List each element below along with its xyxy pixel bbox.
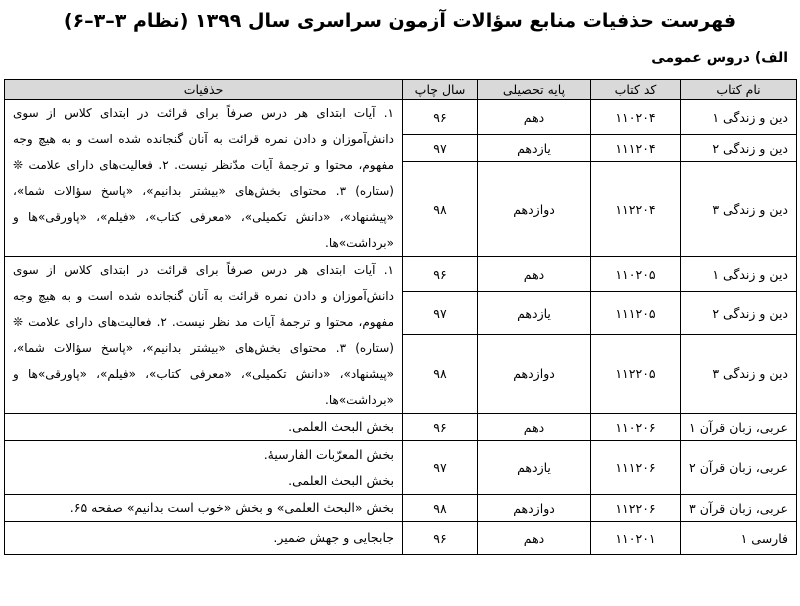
header-book-name: نام کتاب — [681, 80, 797, 100]
book-code-cell: ۱۱۰۲۰۱ — [591, 522, 681, 555]
book-name-cell: دین و زندگی ۲ — [681, 135, 797, 162]
grade-cell: دوازدهم — [478, 495, 591, 522]
deletion-line: بخش البحث العلمی. — [288, 419, 394, 434]
print-year-cell: ۹۷ — [403, 441, 478, 495]
deletions-cell — [5, 414, 403, 441]
table-row — [5, 414, 797, 441]
table-row — [5, 441, 797, 495]
deletions-table — [4, 79, 797, 555]
deletions-cell — [5, 495, 403, 522]
grade-cell: یازدهم — [478, 292, 591, 335]
deletions-cell: ۱. آیات ابتدای هر درس صرفاً برای قرائت در ابتدای کلاس از سوی دانش‌آموزان و دادن نمره قرائت به آنان گنجانده شده است و به هیچ وجه مفهوم، محتوا و ترجمهٔ آیات مد نظر نیست. ۲. فعالیت‌های دارای علامت ❊ (ستاره) ۳. محتوای بخش‌های «بیشتر بدانیم»، «پاسخ سؤالات شما»، «پیشنهاد»، «دانش تکمیلی»، «معرفی کتاب»، «فیلم»، «پاورقی»ها و «برداشت»ها. — [5, 257, 403, 414]
book-name-cell: عربی، زبان قرآن ۳ — [681, 495, 797, 522]
print-year-cell: ۹۸ — [403, 162, 478, 257]
book-name-cell: دین و زندگی ۳ — [681, 162, 797, 257]
header-book-code: کد کتاب — [591, 80, 681, 100]
grade-cell: دهم — [478, 100, 591, 135]
header-print-year: سال چاپ — [403, 80, 478, 100]
table-row — [5, 100, 797, 135]
deletion-line: جابجایی و جهش ضمیر. — [273, 530, 394, 545]
book-code-cell: ۱۱۱۲۰۵ — [591, 292, 681, 335]
print-year-cell: ۹۸ — [403, 334, 478, 413]
book-code-cell: ۱۱۰۲۰۴ — [591, 100, 681, 135]
book-name-cell: عربی، زبان قرآن ۲ — [681, 441, 797, 495]
book-code-cell: ۱۱۱۲۰۶ — [591, 441, 681, 495]
page-title: فهرست حذفیات منابع سؤالات آزمون سراسری سال ۱۳۹۹ (نظام ۳–۳–۶) — [63, 10, 737, 32]
grade-cell: دهم — [478, 414, 591, 441]
book-name-cell: دین و زندگی ۳ — [681, 334, 797, 413]
book-code-cell: ۱۱۰۲۰۶ — [591, 414, 681, 441]
grade-cell: دوازدهم — [478, 162, 591, 257]
table-header-row — [5, 80, 797, 100]
deletions-cell: ۱. آیات ابتدای هر درس صرفاً برای قرائت در ابتدای کلاس از سوی دانش‌آموزان و دادن نمره قرائت به آنان گنجانده شده است و به هیچ وجه مفهوم، محتوا و ترجمهٔ آیات مدّنظر نیست. ۲. فعالیت‌های دارای علامت ❊ (ستاره) ۳. محتوای بخش‌های «بیشتر بدانیم»، «پاسخ سؤالات شما»، «پیشنهاد»، «دانش تکمیلی»، «معرفی کتاب»، «فیلم»، «پاورقی»ها و «برداشت»ها. — [5, 100, 403, 257]
book-name-cell: عربی، زبان قرآن ۱ — [681, 414, 797, 441]
table-row — [5, 257, 797, 292]
book-code-cell: ۱۱۲۲۰۶ — [591, 495, 681, 522]
grade-cell: دهم — [478, 257, 591, 292]
book-code-cell: ۱۱۲۲۰۴ — [591, 162, 681, 257]
book-name-cell: دین و زندگی ۱ — [681, 100, 797, 135]
deletion-line: بخش المعرّبات الفارسیهٔ. — [263, 446, 394, 462]
book-code-cell: ۱۱۰۲۰۵ — [591, 257, 681, 292]
deletion-line: بخش البحث العلمی. — [288, 472, 394, 488]
deletions-cell — [5, 441, 403, 495]
book-code-cell: ۱۱۱۲۰۴ — [591, 135, 681, 162]
book-name-cell: فارسی ۱ — [681, 522, 797, 555]
grade-cell: یازدهم — [478, 441, 591, 495]
print-year-cell: ۹۷ — [403, 292, 478, 335]
book-name-cell: دین و زندگی ۲ — [681, 292, 797, 335]
deletions-cell — [5, 522, 403, 555]
grade-cell: یازدهم — [478, 135, 591, 162]
header-deletions: حذفیات — [5, 80, 403, 100]
grade-cell: دوازدهم — [478, 334, 591, 413]
print-year-cell: ۹۶ — [403, 100, 478, 135]
table-row — [5, 495, 797, 522]
print-year-cell: ۹۶ — [403, 414, 478, 441]
grade-cell: دهم — [478, 522, 591, 555]
header-grade: پایه تحصیلی — [478, 80, 591, 100]
print-year-cell: ۹۶ — [403, 522, 478, 555]
print-year-cell: ۹۷ — [403, 135, 478, 162]
section-heading: الف) دروس عمومی — [651, 50, 788, 66]
print-year-cell: ۹۶ — [403, 257, 478, 292]
book-code-cell: ۱۱۲۲۰۵ — [591, 334, 681, 413]
table-row — [5, 522, 797, 555]
print-year-cell: ۹۸ — [403, 495, 478, 522]
book-name-cell: دین و زندگی ۱ — [681, 257, 797, 292]
deletion-line: بخش «البحث العلمی» و بخش «خوب است بدانیم» صفحه ۶۵. — [69, 500, 394, 515]
